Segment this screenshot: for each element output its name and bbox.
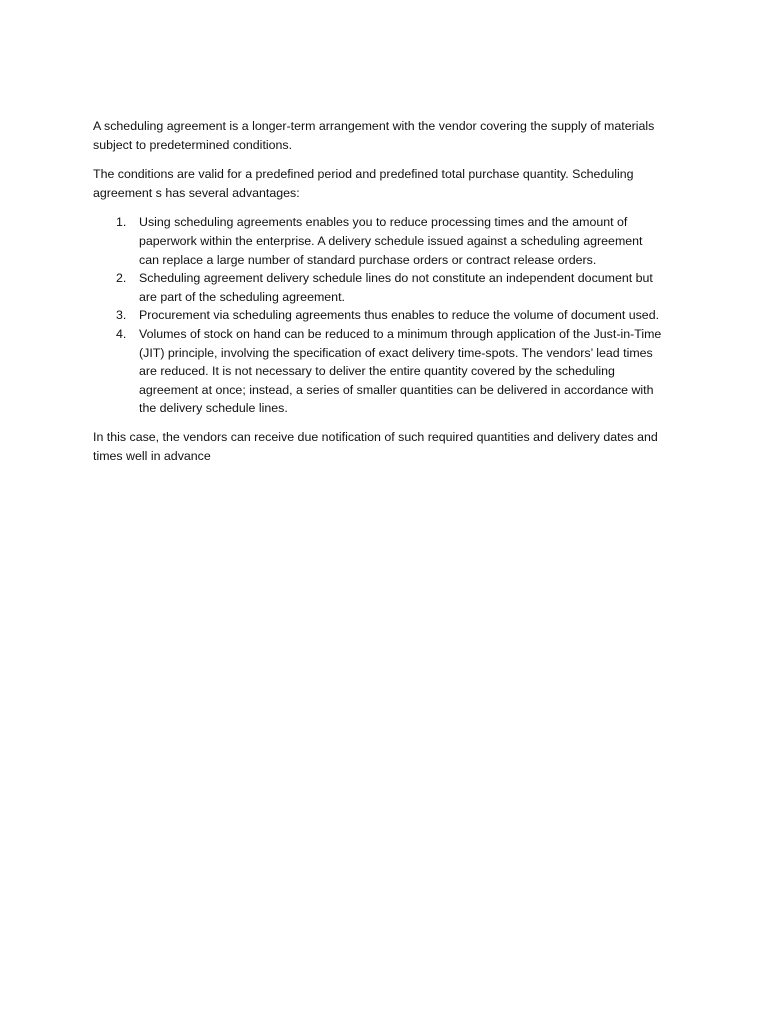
conditions-paragraph: The conditions are valid for a predefined period and predefined total purchase quantity. Scheduling agreement s has several advantages: [93,167,634,200]
list-item-number: 3. [116,308,127,323]
list-item-text: Procurement via scheduling agreements thus enables to reduce the volume of document used. [139,308,660,323]
document-page [93,117,673,476]
list-item-number: 2. [116,271,127,286]
list-item [93,325,673,418]
closing-paragraph: In this case, the vendors can receive due notification of such required quantities and delivery dates and times well in advance [93,429,658,463]
list-item-text: Scheduling agreement delivery schedule lines do not constitute an independent document but are part of the scheduling agreement. [139,271,653,304]
list-item-text: Volumes of stock on hand can be reduced to a minimum through application of the Just-in-Time (JIT) principle, involving the specification of exact delivery time-spots. The vendors’ lead times are reduced. It is not necessary to deliver the entire quantity covered by the scheduling agreement at once; instead, a series of smaller quantities can be delivered in accordance with the delivery schedule lines. [139,326,662,416]
advantages-list [93,213,673,418]
list-item-number: 4. [116,326,127,341]
list-item-text: Using scheduling agreements enables you to reduce processing times and the amount of paperwork within the enterprise. A delivery schedule issued against a scheduling agreement can replace a large number of standard purchase orders or contract release orders. [139,215,643,267]
intro-paragraph: A scheduling agreement is a longer-term arrangement with the vendor covering the supply of materials subject to predetermined conditions. [93,119,655,152]
list-item-number: 1. [116,215,127,230]
list-item [93,213,673,269]
list-item [93,269,673,306]
list-item [93,306,673,325]
